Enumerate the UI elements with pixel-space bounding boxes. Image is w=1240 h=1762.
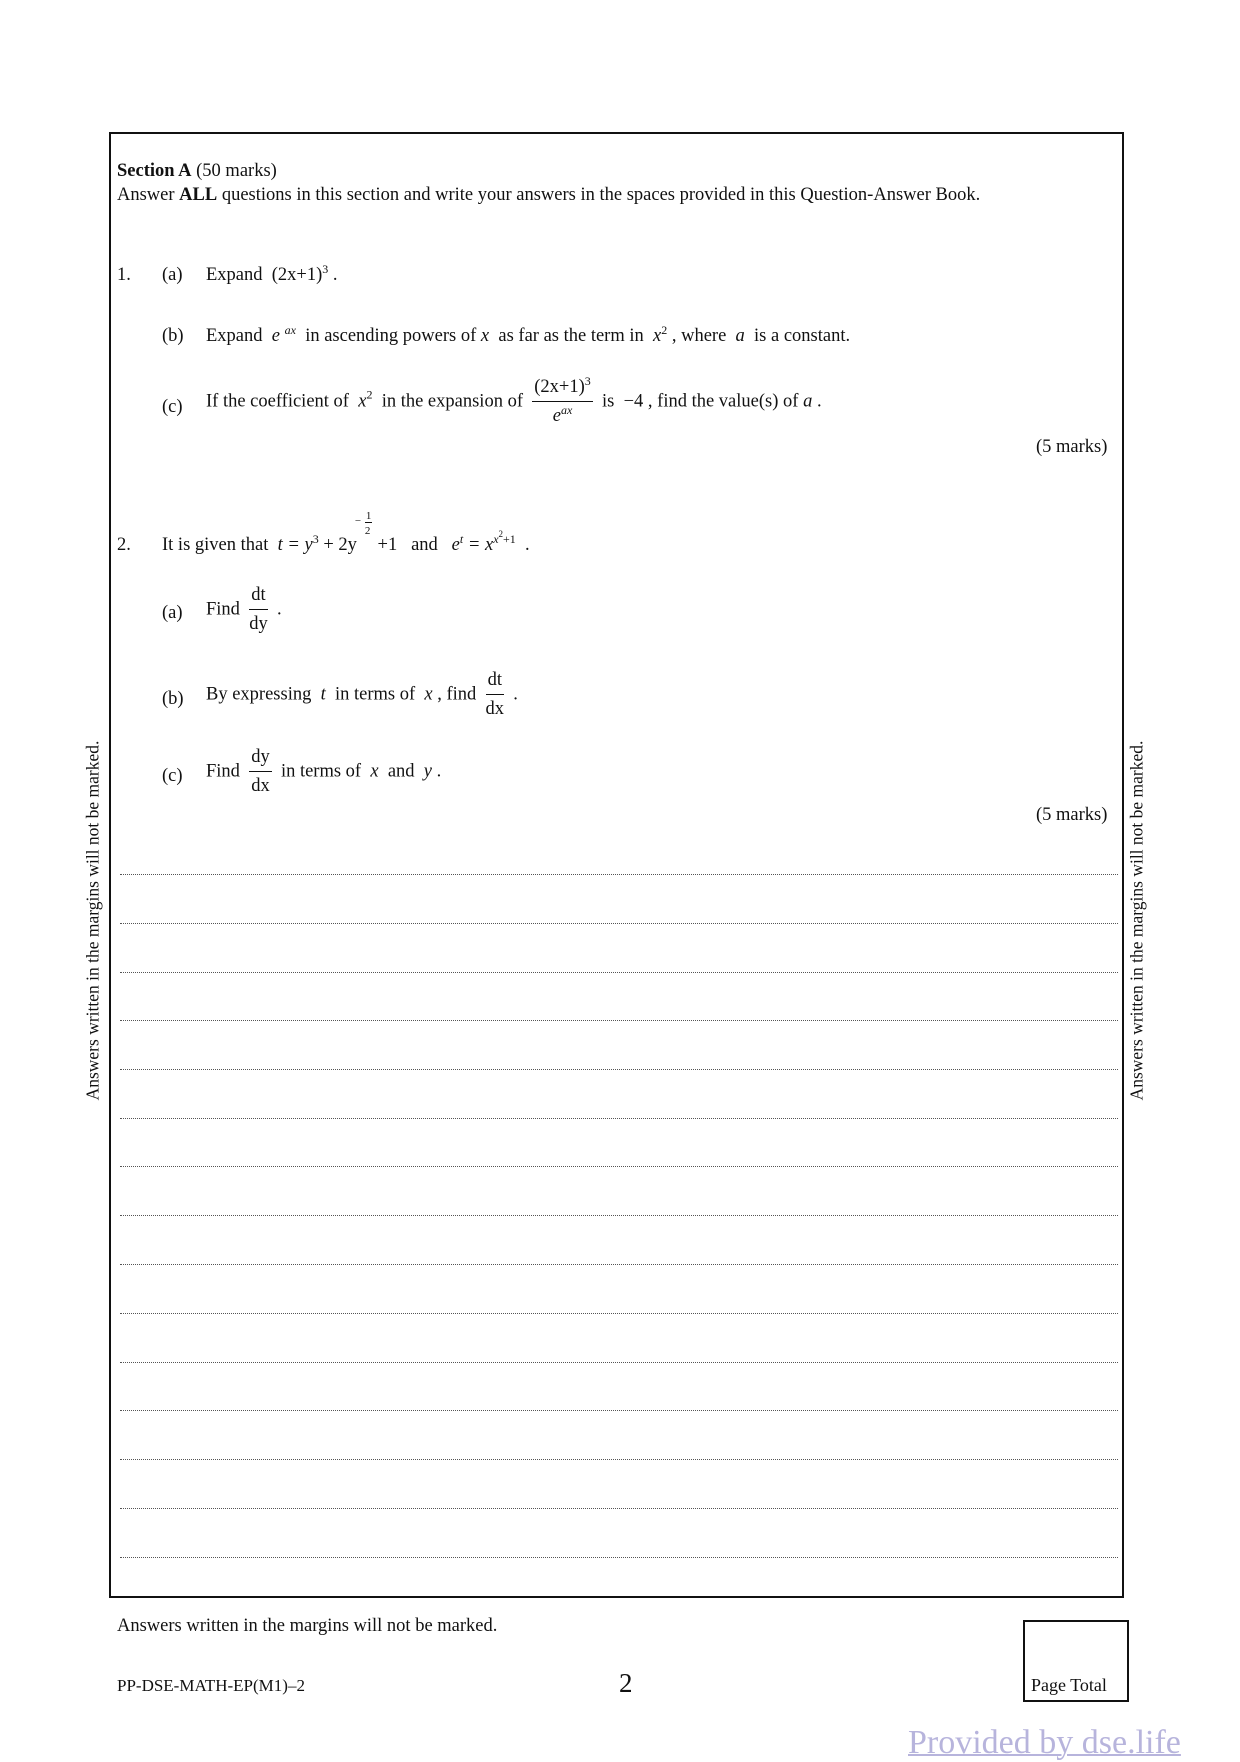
answer-line[interactable] xyxy=(120,1264,1118,1265)
footer-note: Answers written in the margins will not be marked. xyxy=(117,1616,498,1636)
left-margin-note: Answers written in the margins will not be marked. xyxy=(82,740,103,1101)
q1c-label: (c) xyxy=(162,397,183,417)
section-header xyxy=(117,162,277,181)
q2c-text: Find $\frac{dy}{dx}$ in terms of x and y . xyxy=(206,747,442,796)
answer-line[interactable] xyxy=(120,1215,1118,1216)
answer-line[interactable] xyxy=(120,923,1118,924)
answer-line[interactable] xyxy=(120,972,1118,973)
q2c-fraction: $\frac{dy}{dx}$ xyxy=(251,747,270,796)
q1b-label: (b) xyxy=(162,326,184,346)
answer-line[interactable] xyxy=(120,1410,1118,1411)
q2b-fraction: $\frac{dt}{dx}$ xyxy=(485,670,505,719)
q2c-label: (c) xyxy=(162,766,183,786)
q2-given: It is given that $t = y^3 + 2y$ − 1 2 +1 and $e^t = x^{x2+1}$ . xyxy=(162,510,530,555)
q2a-label: (a) xyxy=(162,603,183,623)
answer-line[interactable] xyxy=(120,874,1118,875)
answer-line[interactable] xyxy=(120,1166,1118,1167)
q1c-fraction: $\frac{(2x+1)^3}{e^{ax}}$ xyxy=(534,373,591,426)
q2a-text: Find $\frac{dt}{dy}$ . xyxy=(206,585,282,634)
answer-line[interactable] xyxy=(120,1118,1118,1119)
answer-line[interactable] xyxy=(120,1508,1118,1509)
section-instruction: Answer ALL questions in this section and write your answers in the spaces provided in this Question-Answer Book. xyxy=(117,185,981,205)
q1a-label: (a) xyxy=(162,265,183,285)
answer-line[interactable] xyxy=(120,1020,1118,1021)
section-marks: (50 marks) xyxy=(196,161,277,181)
watermark: Provided by dse.life xyxy=(908,1724,1181,1761)
q1b-text: Expand e $^{ax}$ in ascending powers of x as far as the term in $x^2$ , where a is a constant. xyxy=(206,322,851,346)
page-total-label: Page Total xyxy=(1031,1675,1107,1695)
q2-number: 2. xyxy=(117,535,131,555)
answer-line[interactable] xyxy=(120,1362,1118,1363)
q1-marks: (5 marks) xyxy=(1036,437,1108,457)
answer-line[interactable] xyxy=(120,1557,1118,1558)
q2-marks: (5 marks) xyxy=(1036,805,1108,825)
q1-number: 1. xyxy=(117,265,131,285)
answer-line[interactable] xyxy=(120,1459,1118,1460)
q1c-text: If the coefficient of $x^2$ in the expansion of $\frac{(2x+1)^3}{e^{ax}}$ is −4 , find the value(s) of a . xyxy=(206,373,822,426)
page-total-box[interactable] xyxy=(1023,1620,1129,1702)
section-title: Section A xyxy=(117,161,192,181)
paper-code: PP-DSE-MATH-EP(M1)–2 xyxy=(117,1676,305,1695)
q1a-text: Expand $(2x+1)^3$ . xyxy=(206,261,338,285)
answer-line[interactable] xyxy=(120,1313,1118,1314)
answer-line[interactable] xyxy=(120,1069,1118,1070)
page-number: 2 xyxy=(619,1668,633,1698)
answer-frame xyxy=(109,132,1124,1598)
q2a-fraction: $\frac{dt}{dy}$ xyxy=(249,585,268,634)
q2b-label: (b) xyxy=(162,689,184,709)
right-margin-note: Answers written in the margins will not be marked. xyxy=(1126,740,1147,1101)
q2b-text: By expressing t in terms of x , find $\frac{dt}{dx}$ . xyxy=(206,670,518,719)
